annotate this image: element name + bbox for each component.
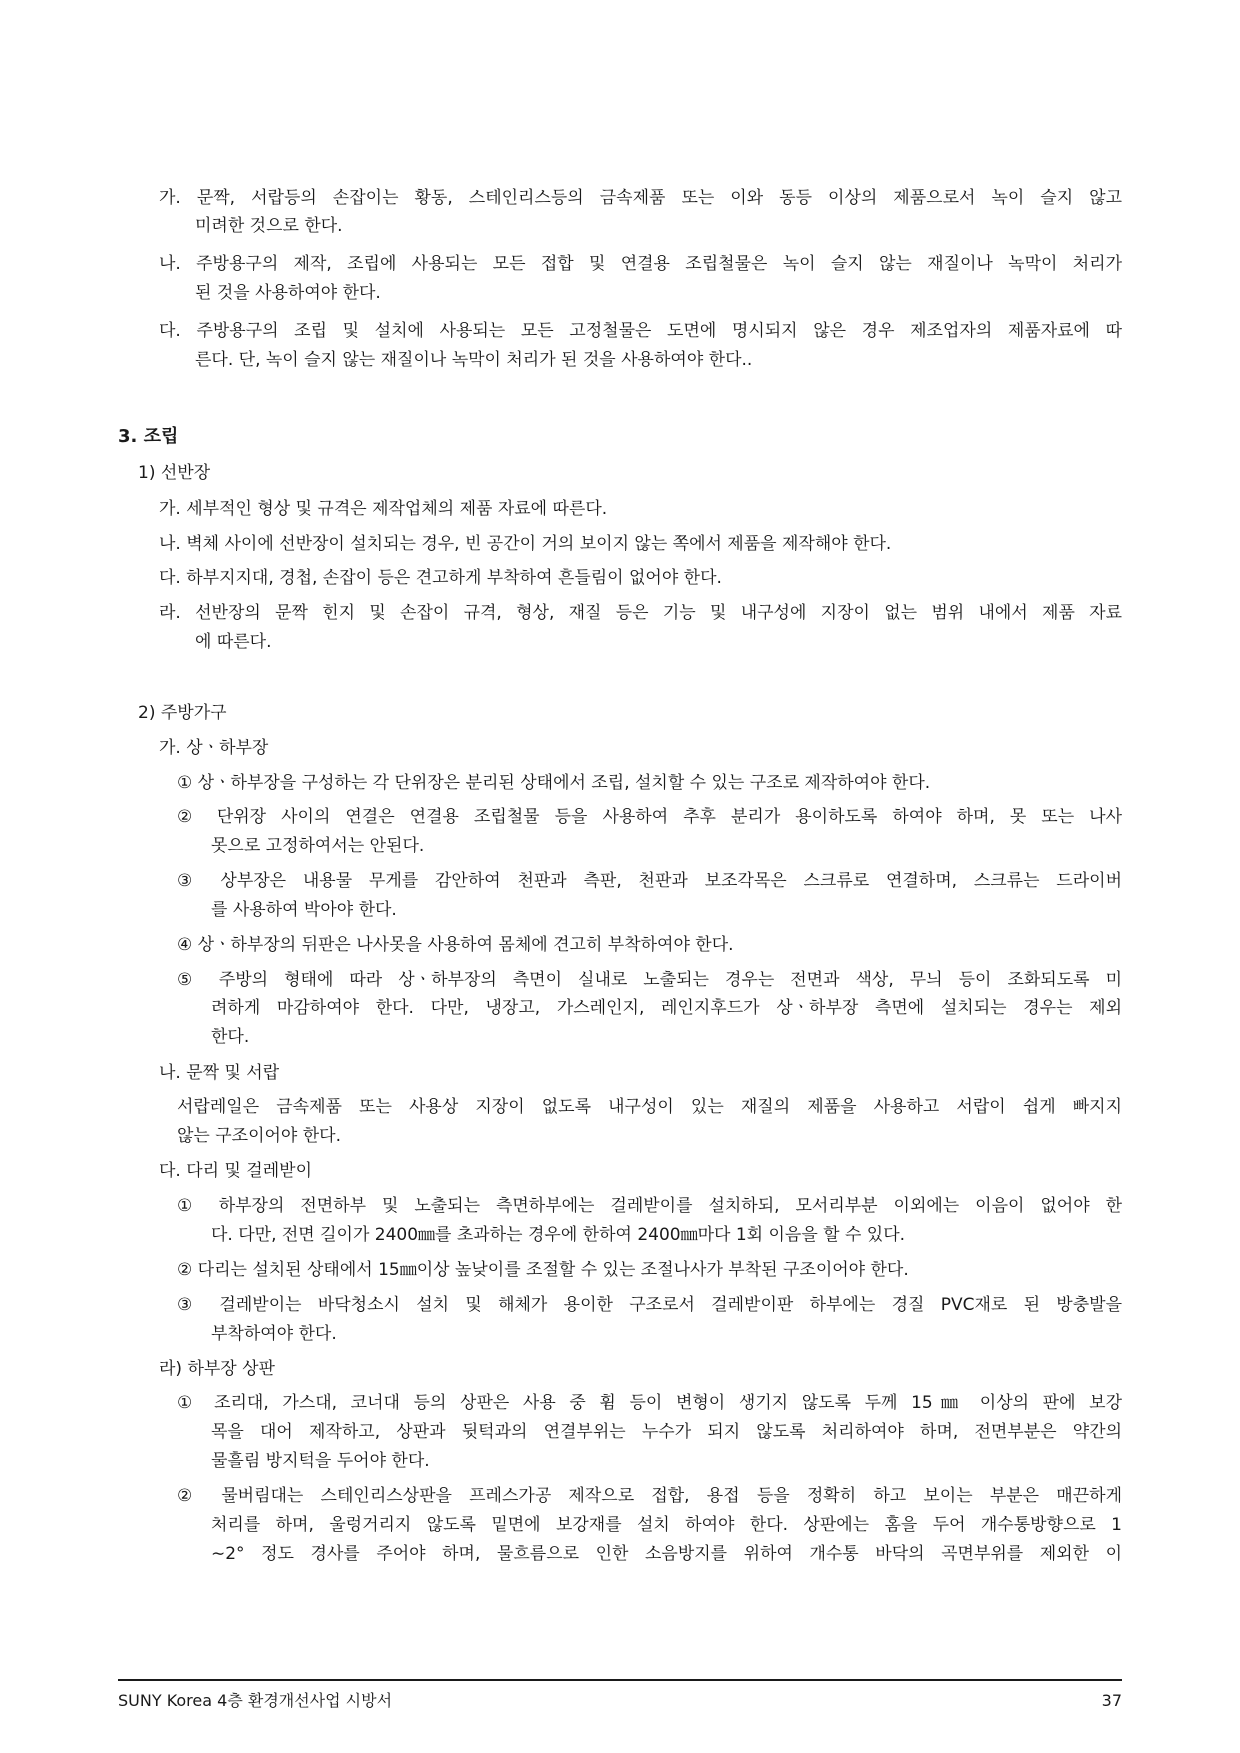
- upper-lower-item-1: ① 상ㆍ하부장을 구성하는 각 단위장은 분리된 상태에서 조립, 설치할 수 있는 구조로 제작하여야 한다.: [177, 773, 931, 793]
- upper-lower-item-2-line2: 못으로 고정하여서는 안된다.: [211, 836, 425, 856]
- upper-lower-item-2-line1: ② 단위장 사이의 연결은 연결용 조립철물 등을 사용하여 추후 분리가 용이하도록 하여야 하며, 못 또는 나사: [177, 807, 1122, 827]
- shelf-ga: 가. 세부적인 형상 및 규격은 제작업체의 제품 자료에 따른다.: [159, 499, 608, 519]
- shelf-ra-line1: 라. 선반장의 문짝 힌지 및 손잡이 규격, 형상, 재질 등은 기능 및 내구성에 지장이 없는 범위 내에서 제품 자료: [159, 603, 1122, 623]
- materials-na-line2: 된 것을 사용하여야 한다.: [195, 283, 381, 303]
- footer-title: SUNY Korea 4층 환경개선사업 시방서: [118, 1691, 393, 1710]
- subsection-heading-kitchen: 2) 주방가구: [138, 703, 227, 723]
- upper-lower-item-4: ④ 상ㆍ하부장의 뒤판은 나사못을 사용하여 몸체에 견고히 부착하여야 한다.: [177, 935, 734, 955]
- doors-body-line2: 않는 구조이어야 한다.: [177, 1126, 342, 1146]
- legs-item-2: ② 다리는 설치된 상태에서 15㎜이상 높낮이를 조절할 수 있는 조절나사가 부착된 구조이어야 한다.: [177, 1260, 909, 1280]
- materials-ga-line2: 미려한 것으로 한다.: [195, 216, 343, 236]
- kitchen-top-title: 라) 하부장 상판: [159, 1359, 275, 1379]
- page-number: 37: [1101, 1691, 1122, 1710]
- materials-na-line1: 나. 주방용구의 제작, 조립에 사용되는 모든 접합 및 연결용 조립철물은 녹이 슬지 않는 재질이나 녹막이 처리가: [159, 254, 1122, 274]
- top-item-1-line1: ① 조리대, 가스대, 코너대 등의 상판은 사용 중 휨 등이 변형이 생기지 않도록 두께 15㎜ 이상의 판에 보강: [177, 1393, 1122, 1413]
- shelf-ra-line2: 에 따른다.: [195, 632, 272, 652]
- footer-divider: [118, 1679, 1122, 1681]
- upper-lower-item-5-line3: 한다.: [211, 1027, 250, 1047]
- top-item-2-line2: 처리를 하며, 울렁거리지 않도록 밑면에 보강재를 설치 하여야 한다. 상판에는 홈을 두어 개수통방향으로 1: [211, 1515, 1122, 1535]
- legs-item-1-line1: ① 하부장의 전면하부 및 노출되는 측면하부에는 걸레받이를 설치하되, 모서리부분 이외에는 이음이 없어야 한: [177, 1196, 1122, 1216]
- upper-lower-item-3-line2: 를 사용하여 박아야 한다.: [211, 900, 397, 920]
- section-heading-assembly: 3. 조립: [118, 426, 179, 447]
- kitchen-upper-lower-title: 가. 상ㆍ하부장: [159, 738, 269, 758]
- top-item-1-line3: 물흘림 방지턱을 두어야 한다.: [211, 1451, 430, 1471]
- upper-lower-item-3-line1: ③ 상부장은 내용물 무게를 감안하여 천판과 측판, 천판과 보조각목은 스크류로 연결하며, 스크류는 드라이버: [177, 871, 1122, 891]
- legs-item-3-line2: 부착하여야 한다.: [211, 1324, 337, 1344]
- upper-lower-item-5-line1: ⑤ 주방의 형태에 따라 상ㆍ하부장의 측면이 실내로 노출되는 경우는 전면과 색상, 무늬 등이 조화되도록 미: [177, 970, 1122, 990]
- kitchen-doors-title: 나. 문짝 및 서랍: [159, 1063, 280, 1083]
- shelf-da: 다. 하부지지대, 경첩, 손잡이 등은 견고하게 부착하여 흔들림이 없어야 한다.: [159, 568, 722, 588]
- subsection-heading-shelf: 1) 선반장: [138, 463, 211, 483]
- top-item-1-line2: 목을 대어 제작하고, 상판과 뒷턱과의 연결부위는 누수가 되지 않도록 처리하여야 하며, 전면부분은 약간의: [211, 1422, 1122, 1442]
- upper-lower-item-5-line2: 려하게 마감하여야 한다. 다만, 냉장고, 가스레인지, 레인지후드가 상ㆍ하부장 측면에 설치되는 경우는 제외: [211, 998, 1122, 1018]
- legs-item-1-line2: 다. 다만, 전면 길이가 2400㎜를 초과하는 경우에 한하여 2400㎜마다 1회 이음을 할 수 있다.: [211, 1225, 906, 1245]
- materials-da-line1: 다. 주방용구의 조립 및 설치에 사용되는 모든 고정철물은 도면에 명시되지 않은 경우 제조업자의 제품자료에 따: [159, 321, 1122, 341]
- legs-item-3-line1: ③ 걸레받이는 바닥청소시 설치 및 해체가 용이한 구조로서 걸레받이판 하부에는 경질 PVC재로 된 방충발을: [177, 1295, 1122, 1315]
- kitchen-legs-title: 다. 다리 및 걸레받이: [159, 1161, 312, 1181]
- materials-da-line2: 른다. 단, 녹이 슬지 않는 재질이나 녹막이 처리가 된 것을 사용하여야 한다..: [195, 350, 753, 370]
- top-item-2-line3: ∼2° 정도 경사를 주어야 하며, 물흐름으로 인한 소음방지를 위하여 개수통 바닥의 곡면부위를 제외한 이: [211, 1544, 1122, 1564]
- materials-ga-line1: 가. 문짝, 서랍등의 손잡이는 황동, 스테인리스등의 금속제품 또는 이와 동등 이상의 제품으로서 녹이 슬지 않고: [159, 188, 1122, 208]
- top-item-2-line1: ② 물버림대는 스테인리스상판을 프레스가공 제작으로 접합, 용접 등을 정확히 하고 보이는 부분은 매끈하게: [177, 1486, 1122, 1506]
- shelf-na: 나. 벽체 사이에 선반장이 설치되는 경우, 빈 공간이 거의 보이지 않는 쪽에서 제품을 제작해야 한다.: [159, 534, 892, 554]
- doors-body-line1: 서랍레일은 금속제품 또는 사용상 지장이 없도록 내구성이 있는 재질의 제품을 사용하고 서랍이 쉽게 빠지지: [177, 1097, 1122, 1117]
